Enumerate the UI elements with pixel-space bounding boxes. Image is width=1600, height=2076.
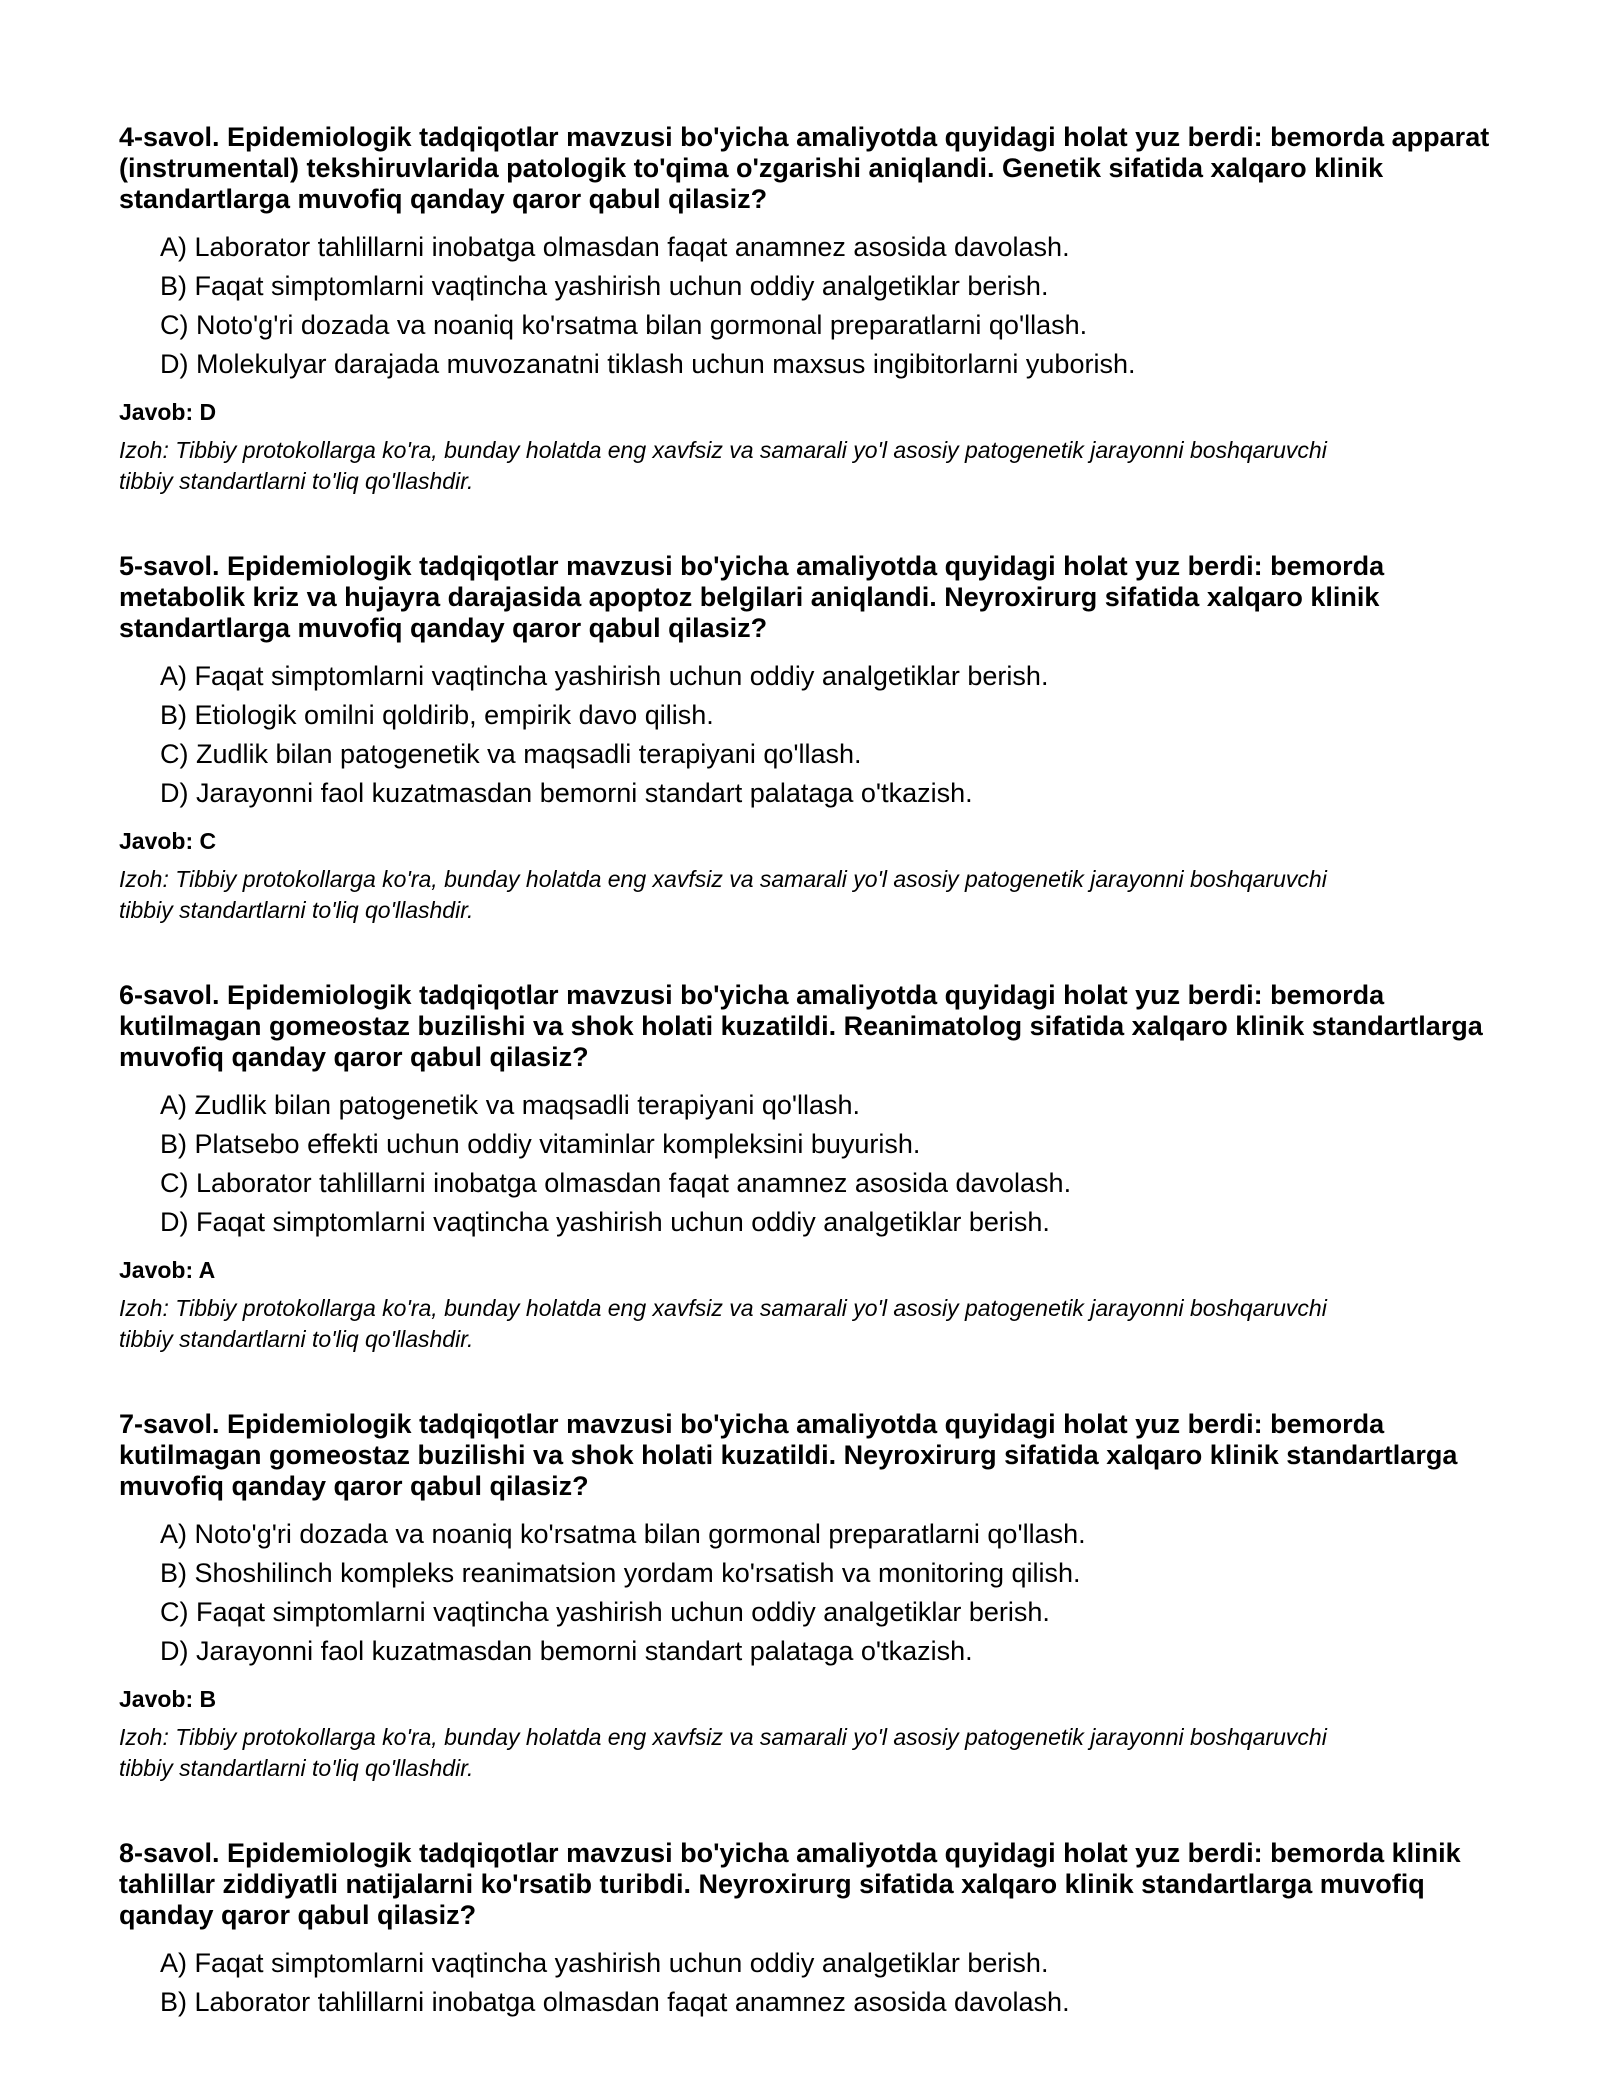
answer: Javob: A — [119, 1257, 216, 1283]
explanation: Izoh: Tibbiy protokollarga ko'ra, bunday holatda eng xavfsiz va samarali yo'l asosiy patogenetik jarayonni boshqaruvchi tibbiy standartlarni to'liq qo'llashdir. — [119, 1724, 1327, 1781]
answer: Javob: D — [119, 399, 217, 425]
option-c: C) Zudlik bilan patogenetik va maqsadli terapiyani qo'llash. — [160, 739, 862, 769]
option-d: D) Jarayonni faol kuzatmasdan bemorni standart palataga o'tkazish. — [160, 1636, 973, 1666]
question-title: 4-savol. Epidemiologik tadqiqotlar mavzusi bo'yicha amaliyotda quyidagi holat yuz berdi: bemorda apparat (instrumental) tekshiruvlarida patologik to'qima o'zgarishi aniqlandi. Genetik sifatida xalqaro klinik standartlarga muvofiq qanday qaror qabul qilasiz? — [119, 122, 1490, 214]
question-title: 6-savol. Epidemiologik tadqiqotlar mavzusi bo'yicha amaliyotda quyidagi holat yuz berdi: bemorda kutilmagan gomeostaz buzilishi va shok holati kuzatildi. Reanimatolog sifatida xalqaro klinik standartlarga muvofiq qanday qaror qabul qilasiz? — [119, 980, 1483, 1072]
option-d: D) Molekulyar darajada muvozanatni tiklash uchun maxsus ingibitorlarni yuborish. — [160, 349, 1136, 379]
option-a: A) Zudlik bilan patogenetik va maqsadli terapiyani qo'llash. — [160, 1090, 861, 1120]
question-title: 7-savol. Epidemiologik tadqiqotlar mavzusi bo'yicha amaliyotda quyidagi holat yuz berdi: bemorda kutilmagan gomeostaz buzilishi va shok holati kuzatildi. Neyroxirurg sifatida xalqaro klinik standartlarga muvofiq qanday qaror qabul qilasiz? — [119, 1409, 1458, 1501]
option-b: B) Platsebo effekti uchun oddiy vitaminlar kompleksini buyurish. — [160, 1129, 921, 1159]
question-8 — [119, 1838, 1499, 2022]
option-list — [119, 228, 1499, 384]
option-list — [119, 1944, 1499, 2022]
document-page — [119, 122, 1499, 2076]
option-a: A) Laborator tahlillarni inobatga olmasdan faqat anamnez asosida davolash. — [160, 232, 1070, 262]
explanation: Izoh: Tibbiy protokollarga ko'ra, bunday holatda eng xavfsiz va samarali yo'l asosiy patogenetik jarayonni boshqaruvchi tibbiy standartlarni to'liq qo'llashdir. — [119, 1295, 1327, 1352]
question-6 — [119, 980, 1499, 1355]
option-b: B) Shoshilinch kompleks reanimatsion yordam ko'rsatish va monitoring qilish. — [160, 1558, 1081, 1588]
question-7 — [119, 1409, 1499, 1784]
question-5 — [119, 551, 1499, 926]
option-a: A) Faqat simptomlarni vaqtincha yashirish uchun oddiy analgetiklar berish. — [160, 1948, 1049, 1978]
option-b: B) Faqat simptomlarni vaqtincha yashirish uchun oddiy analgetiklar berish. — [160, 271, 1049, 301]
explanation: Izoh: Tibbiy protokollarga ko'ra, bunday holatda eng xavfsiz va samarali yo'l asosiy patogenetik jarayonni boshqaruvchi tibbiy standartlarni to'liq qo'llashdir. — [119, 866, 1327, 923]
question-title: 8-savol. Epidemiologik tadqiqotlar mavzusi bo'yicha amaliyotda quyidagi holat yuz berdi: bemorda klinik tahlillar ziddiyatli natijalarni ko'rsatib turibdi. Neyroxirurg sifatida xalqaro klinik standartlarga muvofiq qanday qaror qabul qilasiz? — [119, 1838, 1461, 1930]
option-c: C) Noto'g'ri dozada va noaniq ko'rsatma bilan gormonal preparatlarni qo'llash. — [160, 310, 1088, 340]
option-list — [119, 1086, 1499, 1242]
explanation: Izoh: Tibbiy protokollarga ko'ra, bunday holatda eng xavfsiz va samarali yo'l asosiy patogenetik jarayonni boshqaruvchi tibbiy standartlarni to'liq qo'llashdir. — [119, 437, 1327, 494]
answer: Javob: C — [119, 828, 217, 854]
option-a: A) Noto'g'ri dozada va noaniq ko'rsatma bilan gormonal preparatlarni qo'llash. — [160, 1519, 1086, 1549]
option-c: C) Faqat simptomlarni vaqtincha yashirish uchun oddiy analgetiklar berish. — [160, 1597, 1050, 1627]
question-title: 5-savol. Epidemiologik tadqiqotlar mavzusi bo'yicha amaliyotda quyidagi holat yuz berdi: bemorda metabolik kriz va hujayra darajasida apoptoz belgilari aniqlandi. Neyroxirurg sifatida xalqaro klinik standartlarga muvofiq qanday qaror qabul qilasiz? — [119, 551, 1385, 643]
option-d: D) Jarayonni faol kuzatmasdan bemorni standart palataga o'tkazish. — [160, 778, 973, 808]
option-c: C) Laborator tahlillarni inobatga olmasdan faqat anamnez asosida davolash. — [160, 1168, 1072, 1198]
option-b: B) Etiologik omilni qoldirib, empirik davo qilish. — [160, 700, 714, 730]
option-d: D) Faqat simptomlarni vaqtincha yashirish uchun oddiy analgetiklar berish. — [160, 1207, 1050, 1237]
option-list — [119, 657, 1499, 813]
answer: Javob: B — [119, 1686, 217, 1712]
option-b: B) Laborator tahlillarni inobatga olmasdan faqat anamnez asosida davolash. — [160, 1987, 1070, 2017]
question-4 — [119, 122, 1499, 497]
option-list — [119, 1515, 1499, 1671]
option-a: A) Faqat simptomlarni vaqtincha yashirish uchun oddiy analgetiklar berish. — [160, 661, 1049, 691]
